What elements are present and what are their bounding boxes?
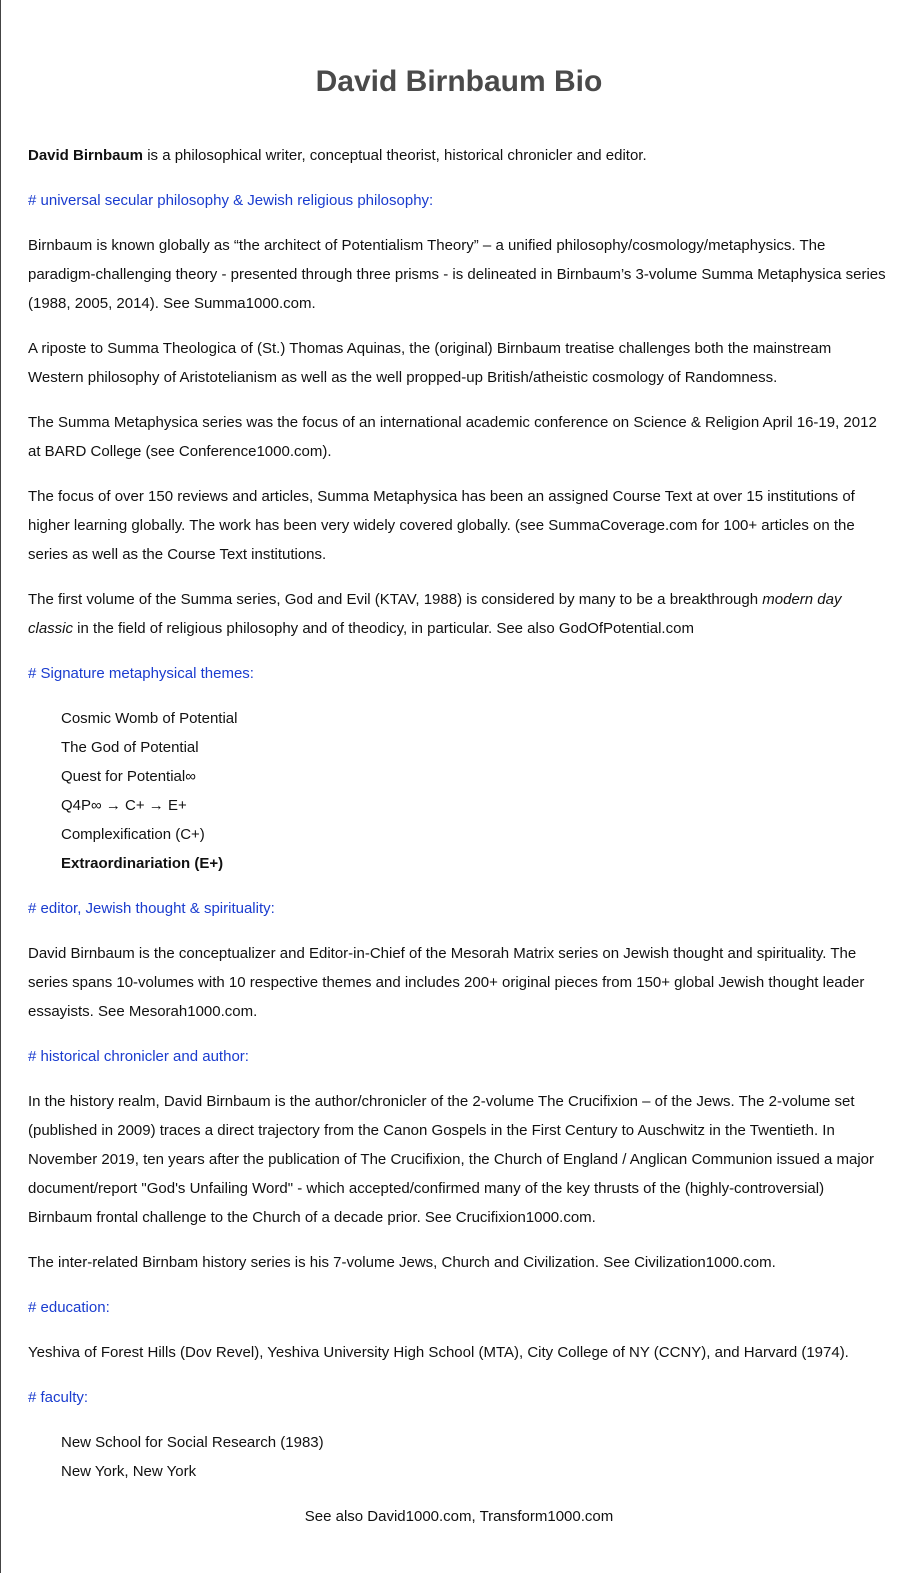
faculty-list [28, 1428, 890, 1486]
faculty-item: New York, New York [61, 1463, 197, 1480]
themes-list [28, 704, 890, 878]
theme-item: Quest for Potential∞ [61, 768, 196, 785]
theme-item: The God of Potential [61, 739, 199, 756]
philosophy-paragraph-1: Birnbaum is known globally as “the architect of Potentialism Theory” – a unified philosophy/cosmology/metaphysics. The paradigm-challenging theory - presented through three prisms - is delineated in Birnbaum’s 3-volume Summa Metaphysica series (1988, 2005, 2014). See Summa1000.com. [28, 237, 886, 312]
philosophy-paragraph-3: The Summa Metaphysica series was the focus of an international academic conference on Science & Religion April 16-19, 2012 at BARD College (see Conference1000.com). [28, 414, 877, 460]
section-heading-editor: # editor, Jewish thought & spirituality: [28, 900, 275, 917]
theme-item: Cosmic Womb of Potential [61, 710, 238, 727]
theme-item: Extraordinariation (E+) [61, 855, 224, 872]
history-paragraph-2: The inter-related Birnbam history series is his 7-volume Jews, Church and Civilization. See Civilization1000.com. [28, 1254, 776, 1271]
paragraph-5-text-end: in the field of religious philosophy and of theodicy, in particular. See also GodOfPotential.com [73, 620, 694, 637]
page-title: David Birnbaum Bio [315, 65, 603, 98]
section-heading-themes: # Signature metaphysical themes: [28, 665, 254, 682]
author-name: David Birnbaum [28, 147, 144, 164]
footer-links: See also David1000.com, Transform1000.com [304, 1508, 614, 1525]
philosophy-paragraph-2: A riposte to Summa Theologica of (St.) Thomas Aquinas, the (original) Birnbaum treatise challenges both the mainstream Western philosophy of Aristotelianism as well as the well propped-up British/atheistic cosmology of Randomness. [28, 340, 832, 386]
paragraph-5-emphasis: modern day classic [28, 591, 842, 637]
intro-text: is a philosophical writer, conceptual theorist, historical chronicler and editor. [143, 147, 647, 164]
section-heading-history: # historical chronicler and author: [28, 1048, 249, 1065]
intro-paragraph [28, 141, 890, 170]
section-heading-faculty: # faculty: [28, 1389, 89, 1406]
editor-paragraph: David Birnbaum is the conceptualizer and Editor-in-Chief of the Mesorah Matrix series on Jewish thought and spirituality. The series spans 10-volumes with 10 respective themes and includes 200+ original pieces from 150+ global Jewish thought leader essayists. See Mesorah1000.com. [28, 945, 865, 1020]
philosophy-paragraph-5 [28, 585, 890, 643]
section-heading-philosophy: # universal secular philosophy & Jewish religious philosophy: [28, 192, 434, 209]
history-paragraph-1: In the history realm, David Birnbaum is the author/chronicler of the 2-volume The Crucifixion – of the Jews. The 2-volume set (published in 2009) traces a direct trajectory from the Canon Gospels in the First Century to Auschwitz in the Twentieth. In November 2019, ten years after the publication of The Crucifixion, the Church of England / Anglican Communion issued a major document/report "God's Unfailing Word" - which accepted/confirmed many of the key thrusts of the (highly-controversial) Birnbaum frontal challenge to the Church of a decade prior. See Crucifixion1000.com. [28, 1093, 875, 1226]
theme-item: Complexification (C+) [61, 826, 205, 843]
education-paragraph: Yeshiva of Forest Hills (Dov Revel), Yeshiva University High School (MTA), City College of NY (CCNY), and Harvard (1974). [28, 1344, 849, 1361]
theme-item: Q4P∞ → C+ → E+ [61, 797, 187, 814]
section-heading-education: # education: [28, 1299, 110, 1316]
faculty-item: New School for Social Research (1983) [61, 1434, 324, 1451]
paragraph-5-text-start: The first volume of the Summa series, God and Evil (KTAV, 1988) is considered by many to be a breakthrough [28, 591, 763, 608]
philosophy-paragraph-4: The focus of over 150 reviews and articles, Summa Metaphysica has been an assigned Course Text at over 15 institutions of higher learning globally. The work has been very widely covered globally. (see SummaCoverage.com for 100+ articles on the series as well as the Course Text institutions. [28, 488, 855, 563]
